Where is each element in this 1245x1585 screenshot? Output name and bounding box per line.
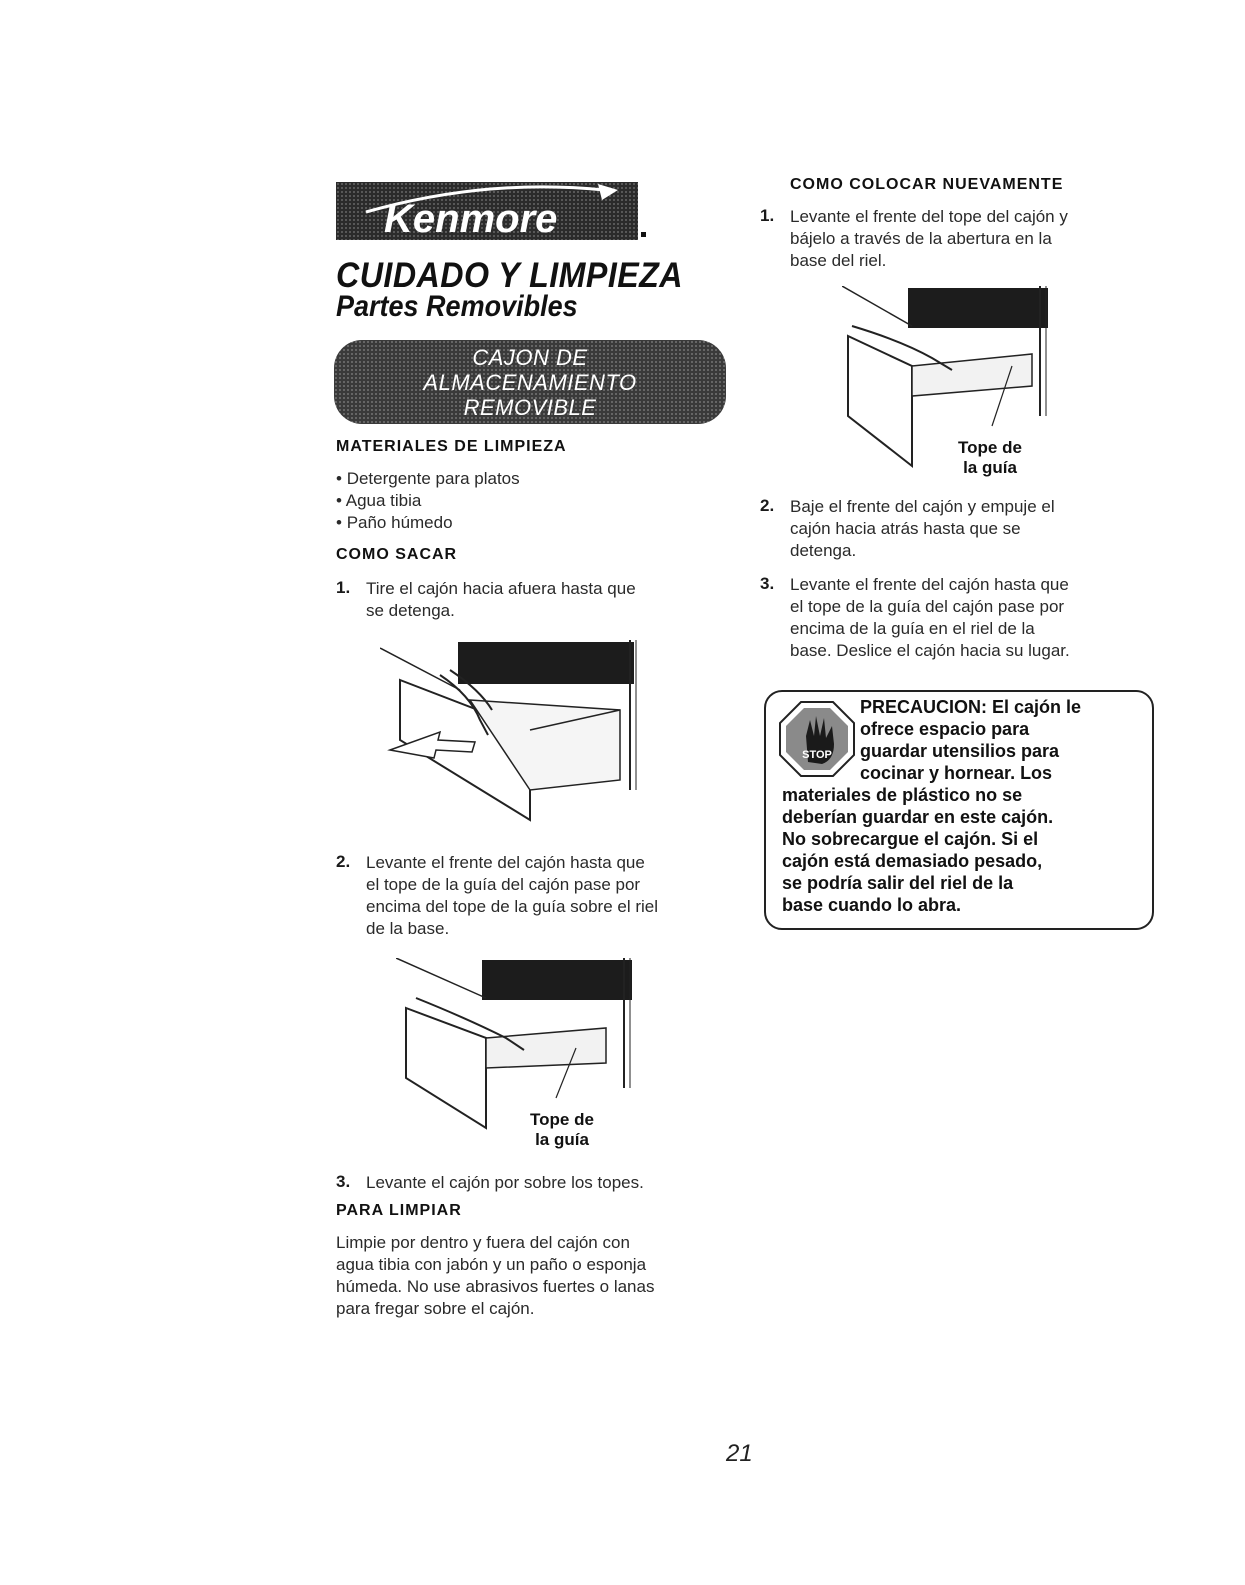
materials-heading: MATERIALES DE LIMPIEZA — [336, 438, 567, 455]
step-line: Tire el cajón hacia afuera hasta que — [366, 579, 636, 598]
caution-box — [764, 690, 1154, 930]
clean-line: húmeda. No use abrasivos fuertes o lanas — [336, 1277, 655, 1296]
replace-heading: COMO COLOCAR NUEVAMENTE — [790, 176, 1064, 193]
callout-line: Tope de — [958, 438, 1022, 457]
step-line: encima del tope de la guía sobre el riel — [366, 897, 659, 916]
stop-hand-icon — [778, 700, 856, 778]
caution-line: cajón está demasiado pesado, — [782, 851, 1043, 871]
banner-line-2: ALMACENAMIENTO — [423, 369, 637, 395]
step-line: Levante el frente del tope del cajón y — [790, 207, 1068, 226]
section-banner — [334, 340, 726, 424]
clean-line: para fregar sobre el cajón. — [336, 1299, 535, 1318]
step-number: 3. — [760, 574, 775, 593]
remove-step-1 — [336, 578, 636, 622]
step-line: detenga. — [790, 541, 857, 560]
step-line: encima de la guía en el riel de la — [790, 619, 1035, 638]
step-line: Levante el frente del cajón hasta que — [366, 853, 645, 872]
step-line: Levante el frente del cajón hasta que — [790, 575, 1069, 594]
caution-text-short — [860, 696, 1150, 784]
step-line: bájelo a través de la abertura en la — [790, 229, 1052, 248]
replace-step-1 — [760, 206, 1068, 272]
callout-line: Tope de — [530, 1110, 594, 1129]
list-item: • Agua tibia — [336, 490, 520, 512]
clean-paragraph — [336, 1232, 654, 1320]
guide-stop-label-left — [492, 1110, 632, 1150]
caution-line: PRECAUCION: El cajón le — [860, 697, 1082, 717]
step-line: base del riel. — [790, 251, 887, 270]
remove-heading: COMO SACAR — [336, 546, 458, 563]
step-line: el tope de la guía del cajón pase por — [790, 597, 1065, 616]
guide-stop-label-right — [920, 438, 1060, 478]
remove-step-3 — [336, 1172, 644, 1194]
replace-step-3 — [760, 574, 1070, 662]
caution-line: guardar utensilios para — [860, 741, 1060, 761]
step-line: cajón hacia atrás hasta que se — [790, 519, 1021, 538]
replace-step-2 — [760, 496, 1055, 562]
stop-text: STOP — [802, 749, 832, 761]
page-number: 21 — [726, 1440, 753, 1467]
callout-line: la guía — [535, 1130, 589, 1149]
step-line: Levante el cajón por sobre los topes. — [366, 1173, 644, 1192]
kenmore-logo — [336, 182, 648, 240]
step-number: 2. — [336, 852, 351, 871]
list-item: • Paño húmedo — [336, 512, 520, 534]
step-line: de la base. — [366, 919, 450, 938]
caution-line: base cuando lo abra. — [782, 895, 962, 915]
step-line: base. Deslice el cajón hacia su lugar. — [790, 641, 1070, 660]
step-number: 3. — [336, 1172, 351, 1191]
caution-line: ofrece espacio para — [860, 719, 1030, 739]
caution-line: No sobrecargue el cajón. Si el — [782, 829, 1039, 849]
page-subtitle: Partes Removibles — [336, 290, 578, 323]
caution-text-full — [782, 784, 1152, 916]
step-line: se detenga. — [366, 601, 455, 620]
list-item: • Detergente para platos — [336, 468, 520, 490]
drawer-pull-illustration — [380, 640, 650, 840]
remove-step-2 — [336, 852, 658, 940]
page-title: CUIDADO Y LIMPIEZA — [336, 256, 684, 295]
step-line: el tope de la guía del cajón pase por — [366, 875, 641, 894]
clean-line: agua tibia con jabón y un paño o esponja — [336, 1255, 647, 1274]
clean-heading: PARA LIMPIAR — [336, 1202, 462, 1219]
caution-line: cocinar y hornear. Los — [860, 763, 1053, 783]
step-number: 1. — [760, 206, 775, 225]
logo-text: Kenmore — [384, 197, 558, 240]
caution-line: materiales de plástico no se — [782, 785, 1023, 805]
callout-line: la guía — [963, 458, 1017, 477]
clean-line: Limpie por dentro y fuera del cajón con — [336, 1233, 630, 1252]
caution-line: deberían guardar en este cajón. — [782, 807, 1054, 827]
banner-line-3: REMOVIBLE — [463, 394, 597, 420]
step-number: 2. — [760, 496, 775, 515]
caution-line: se podría salir del riel de la — [782, 873, 1014, 893]
step-line: Baje el frente del cajón y empuje el — [790, 497, 1055, 516]
banner-line-1: CAJON DE — [472, 344, 588, 370]
step-number: 1. — [336, 578, 351, 597]
materials-list — [336, 468, 520, 534]
